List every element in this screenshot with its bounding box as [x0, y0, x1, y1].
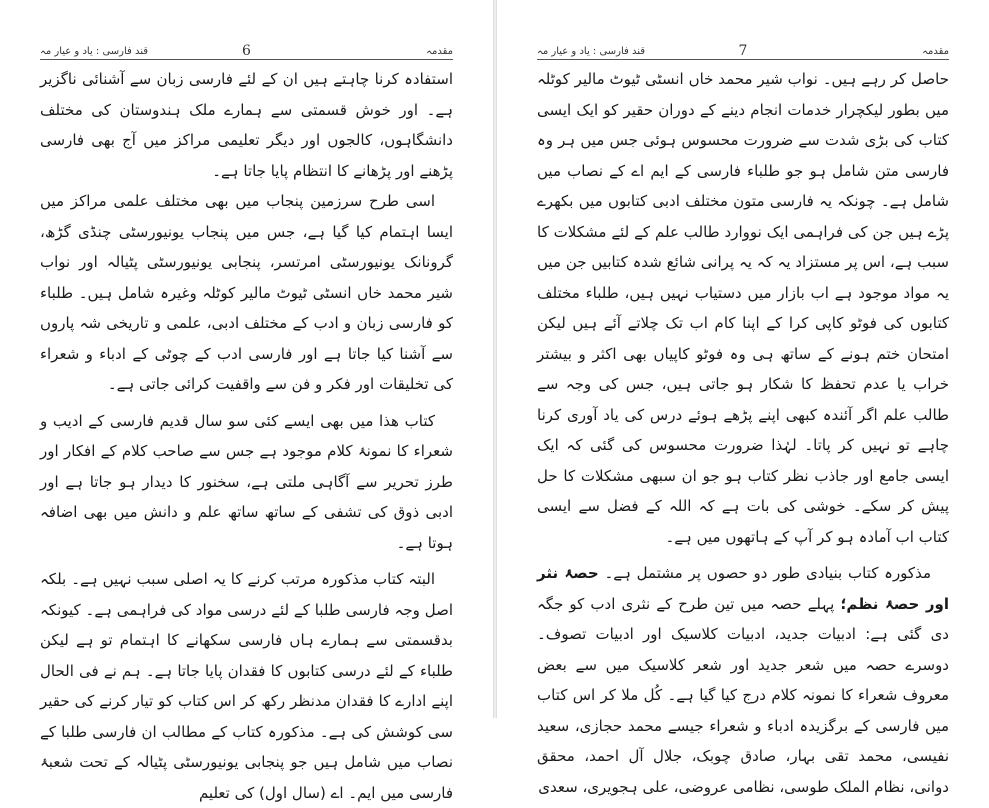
left-page-body: [40, 64, 453, 808]
section-title: مقدمہ: [426, 46, 453, 57]
paragraph: استفادہ کرنا چاہتے ہیں ان کے لئے فارسی زبان سے آشنائی ناگزیر ہے۔ اور خوش قسمتی سے ہمارے ملک ہندوستان کی مختلف دانشگاہوں، کالجوں اور دیگر تعلیمی مراکز میں آج بھی فارسی پڑھنے اور پڑھانے کا انتظام پایا جاتا ہے۔: [40, 70, 453, 180]
page-number: 6: [242, 43, 251, 59]
running-title: قند فارسی : یاد و عیار مہ: [537, 46, 646, 57]
paragraph: اسی طرح سرزمین پنجاب میں بھی مختلف علمی مراکز میں ایسا اہتمام کیا گیا ہے، جس میں پنجاب یونیورسٹی چنڈی گڑھ، گرونانک یونیورسٹی امرتسر، پنجابی یونیورسٹی پٹیالہ اور نواب شیر محمد خاں انسٹی ٹیوٹ مالیر کوٹلہ وغیرہ شامل ہیں۔ طلباء کو فارسی زبان و ادب کے مختلف ادبی، علمی و تاریخی شہ پاروں سے آشنا کیا جاتا ہے اور فارسی ادب کے چوٹی کے ادباء و شعراء کی تخلیقات اور فکر و فن سے واقفیت کرائی جاتی ہے۔: [40, 192, 453, 393]
header-rule: [537, 59, 949, 60]
right-page-body: [537, 64, 949, 802]
section-names-bold: حصۂ نثر اور حصۂ نظم؛: [537, 564, 949, 613]
paragraph: کتاب ھذا میں بھی ایسے کئی سو سال قدیم فارسی کے ادیب و شعراء کا نمونۂ کلام موجود ہے جس سے صاحب کلام کے افکار اور طرز تحریر سے آگاہی ملتی ہے، سخنور کا دیدار ہو جاتا ہے اور ادبی ذوق کی تشفی کے ساتھ ساتھ علم و دانش میں بھی اضافہ ہوتا ہے۔: [40, 411, 453, 552]
paragraph-rest: پہلے حصہ میں تین طرح کے نثری ادب کو جگہ دی گئی ہے: ادبیات جدید، ادبیات کلاسیک اور ادبیات تصوف۔ دوسرے حصہ میں شعر جدید اور شعر کلاسیک میں سے بعض معروف شعراء کا نمونہ کلام درج کیا گیا ہے۔ کُل ملا کر اس کتاب میں فارسی کے برگزیدہ ادباء و شعراء جیسے محمد حجازی، سعید نفیسی، محمد تقی بہار، صادق چوبک، جلال آل احمد، محقق دوانی، نظام الملک طوسی، نظامی عروضی، علی ہجویری، سعدی: [537, 594, 949, 796]
left-page: [0, 0, 493, 802]
paragraph: حاصل کر رہے ہیں۔ نواب شیر محمد خاں انسٹی ٹیوٹ مالیر کوٹلہ میں بطور لیکچرار خدمات انجام دینے کے دوران حقیر کو ایک ایسی کتاب کی بڑی شدت سے ضرورت محسوس ہوئی جس میں ہر وہ فارسی متن شامل ہو جو طلباء فارسی کے ایم اے کے نصاب میں شامل ہے۔ چونکہ یہ فارسی متون مختلف ادبی کتابوں میں بکھرے پڑے ہیں جن کی فراہمی ایک نووارد طالب علم کے لئے مشکلات کا سبب ہے، اس پر مستزاد یہ کہ یہ پرانی شائع شدہ کتابیں جن میں یہ مواد موجود ہے اب بازار میں دستیاب نہیں ہیں، طلباء مختلف کتابوں کی فوٹو کاپی کرا کے اپنا کام اب تک چلاتے آئے ہیں لیکن امتحان ختم ہونے کے ساتھ ہی وہ فوٹو کاپیاں بھی اکثر و بیشتر خراب یا عدم تحفظ کا شکار ہو جاتی ہیں، جس کی وجہ سے طالب علم اگر آئندہ کبھی اپنے پڑھے ہوئے درس کی یاد آوری کرنا چاہے تو نہیں کر پاتا۔ لہٰذا ضرورت محسوس کی گئی کہ ایک ایسی جامع اور جاذب نظر کتاب ہو جو ان سبھی مشکلات کا حل پیش کر سکے۔ خوشی کی بات ہے کہ اللہ کے فضل سے ایسی کتاب اب آمادہ ہو کر آپ کے ہاتھوں میں ہے۔: [537, 70, 949, 546]
header-rule: [40, 59, 453, 60]
right-page-header: [537, 44, 949, 60]
left-page-header: [40, 44, 453, 60]
right-page: [497, 0, 989, 796]
paragraph: البتہ کتاب مذکورہ مرتب کرنے کا یہ اصلی سبب نہیں ہے۔ بلکہ اصل وجہ فارسی طلبا کے لئے درسی مواد کی فراہمی ہے۔ کیونکہ بدقسمتی سے ہمارے ہاں فارسی سکھانے کا اہتمام تو ہے لیکن طلباء کے لئے درسی کتابوں کا فقدان پایا جاتا ہے۔ ہم نے فی الحال اپنے ادارے کا فقدان مدنظر رکھ کر اس کتاب کو تیار کرنے کی حقیر سی کوشش کی ہے۔ مذکورہ کتاب کے مطالب ان فارسی طلبا کے نصاب میں شامل ہیں جو پنجابی یونیورسٹی پٹیالہ کے تحت شعبۂ فارسی میں ایم۔ اے (سال اول) کی تعلیم: [40, 570, 453, 802]
running-title: قند فارسی : یاد و عیار مہ: [40, 46, 149, 57]
paragraph-lead: مذکورہ کتاب بنیادی طور دو حصوں پر مشتمل ہے۔: [598, 564, 931, 582]
section-title: مقدمہ: [922, 46, 949, 57]
paragraph: [537, 558, 949, 802]
page-number: 7: [738, 43, 748, 59]
